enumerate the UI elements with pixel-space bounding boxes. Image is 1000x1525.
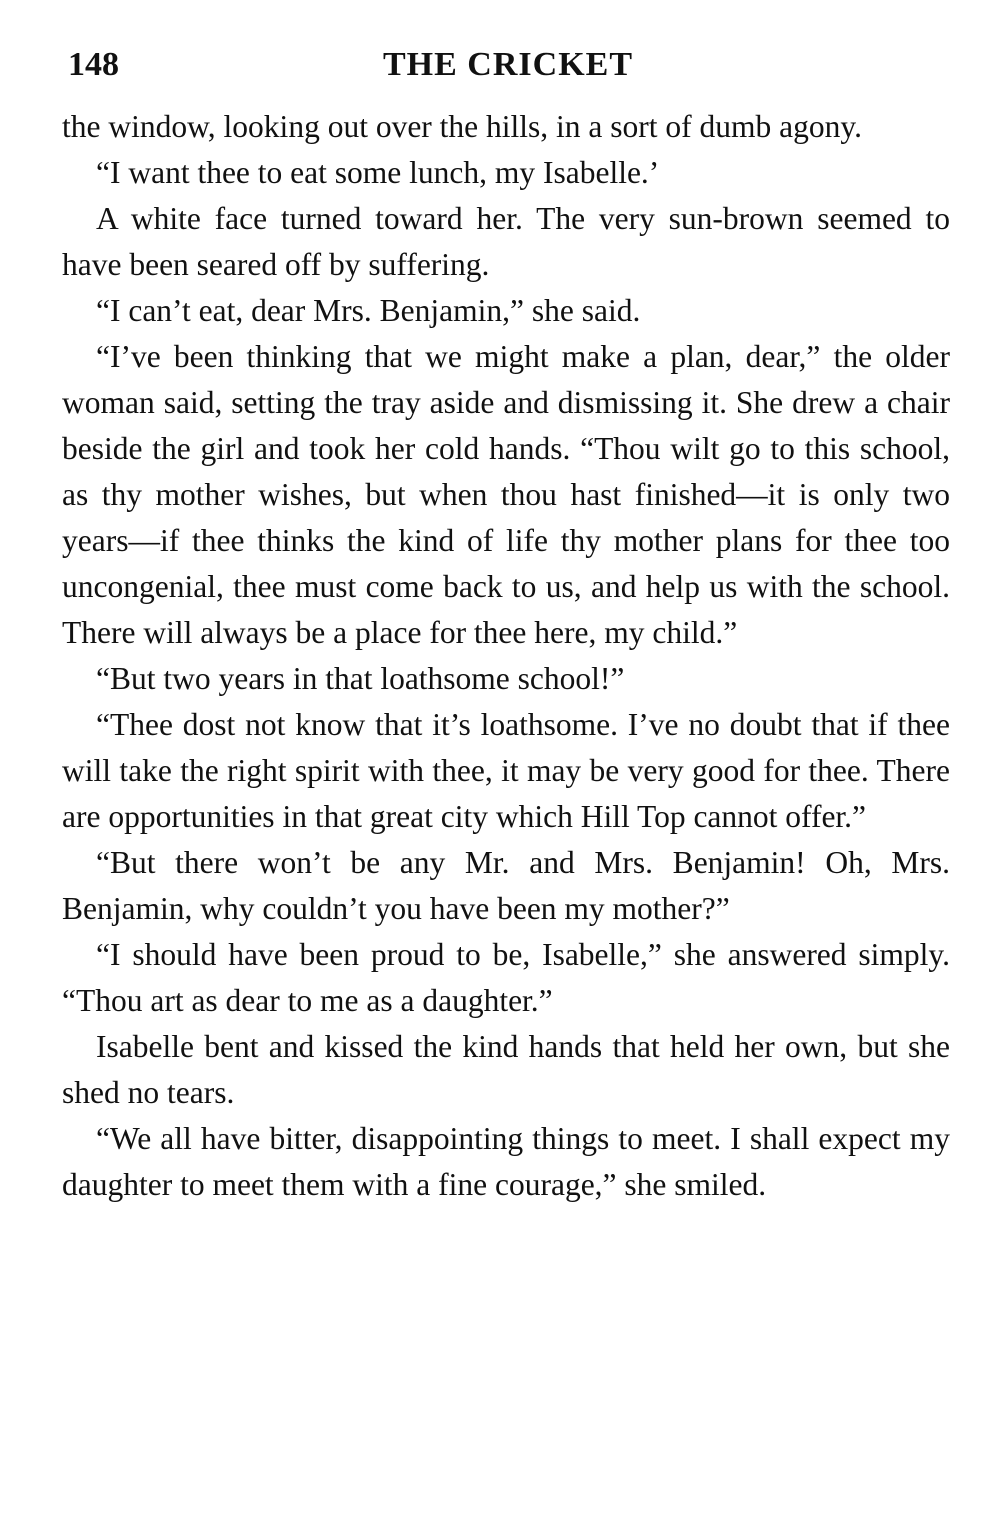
book-title: THE CRICKET bbox=[383, 46, 633, 83]
paragraph: “But there won’t be any Mr. and Mrs. Benjamin! Oh, Mrs. Benjamin, why couldn’t you have been my mother?” bbox=[62, 845, 950, 926]
paragraph: “I should have been proud to be, Isabelle,” she answered simply. “Thou art as dear to me as a daughter.” bbox=[62, 937, 950, 1018]
body-text bbox=[62, 104, 950, 1208]
paragraph-continued: the window, looking out over the hills, in a sort of dumb agony. bbox=[62, 109, 862, 144]
paragraph: Isabelle bent and kissed the kind hands that held her own, but she shed no tears. bbox=[62, 1029, 950, 1110]
paragraph: “I’ve been thinking that we might make a plan, dear,” the older woman said, setting the tray aside and dismissing it. She drew a chair beside the girl and took her cold hands. “Thou wilt go to this school, as thy mother wishes, but when thou hast finished—it is only two years—if thee thinks the kind of life thy mother plans for thee too uncongenial, thee must come back to us, and help us with the school. There will always be a place for thee here, my child.” bbox=[62, 339, 950, 650]
paragraph: “I want thee to eat some lunch, my Isabelle.’ bbox=[96, 155, 660, 190]
running-head bbox=[68, 42, 948, 88]
page-number: 148 bbox=[68, 46, 119, 83]
paragraph: “We all have bitter, disappointing things to meet. I shall expect my daughter to meet them with a fine courage,” she smiled. bbox=[62, 1121, 950, 1202]
paragraph: “I can’t eat, dear Mrs. Benjamin,” she said. bbox=[96, 293, 641, 328]
paragraph: A white face turned toward her. The very sun-brown seemed to have been seared off by suffering. bbox=[62, 201, 950, 282]
paragraph: “But two years in that loathsome school!” bbox=[96, 661, 625, 696]
paragraph: “Thee dost not know that it’s loathsome. I’ve no doubt that if thee will take the right spirit with thee, it may be very good for thee. There are opportunities in that great city which Hill Top cannot offer.” bbox=[62, 707, 950, 834]
